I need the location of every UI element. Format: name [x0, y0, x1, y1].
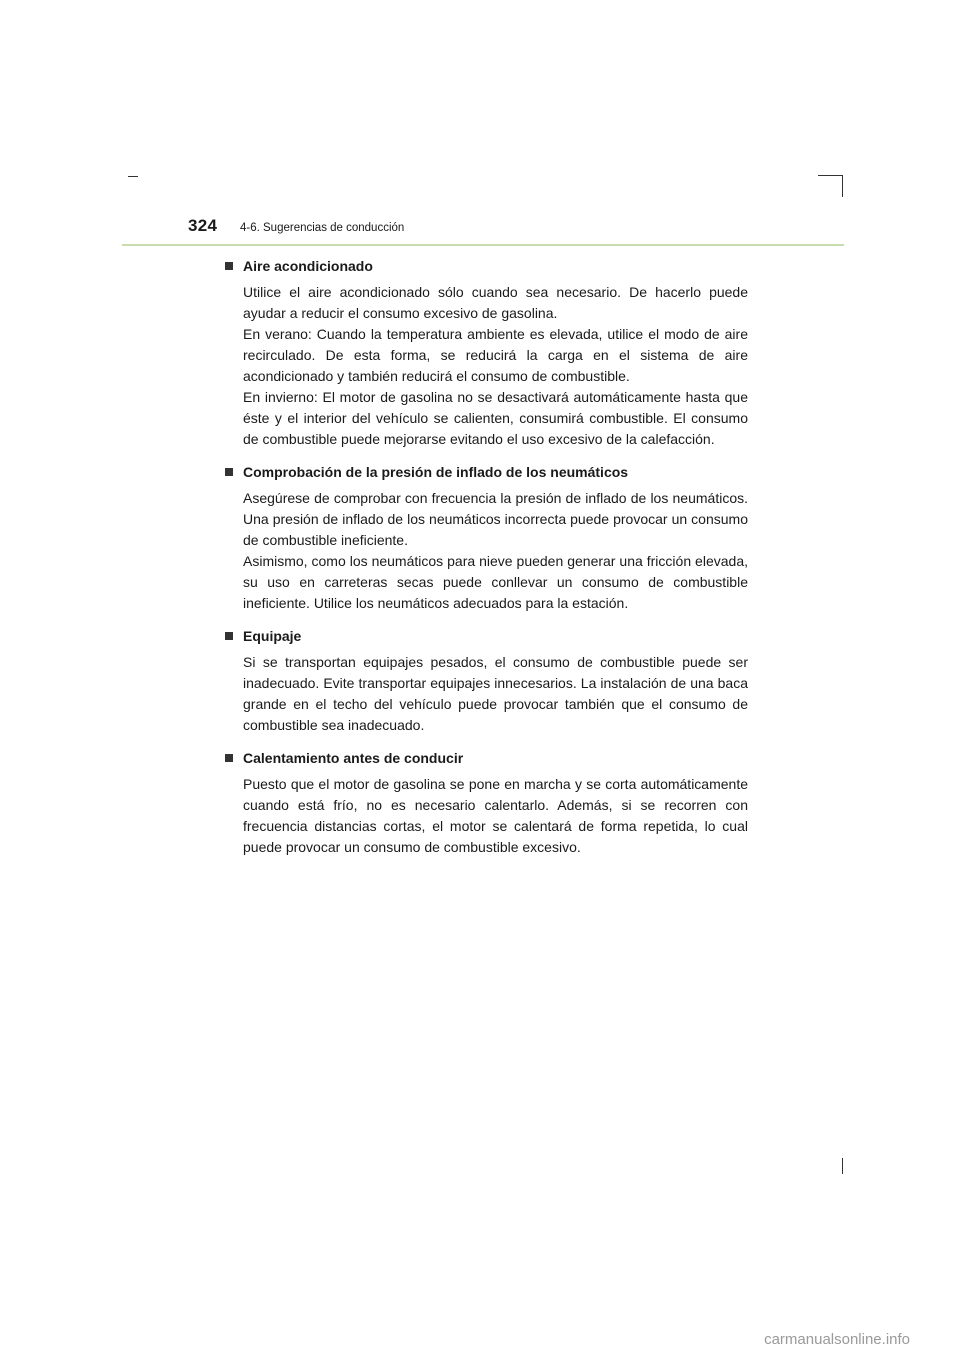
square-bullet-icon [225, 754, 233, 762]
crop-mark-top-right-h [818, 175, 842, 176]
page-header [188, 216, 844, 246]
section-title: Equipaje [243, 628, 302, 644]
header-rule [122, 244, 844, 246]
section-tire-pressure [225, 460, 748, 614]
square-bullet-icon [225, 632, 233, 640]
section-title: Calentamiento antes de conducir [243, 750, 464, 766]
crop-mark-top-left [128, 176, 138, 177]
crop-mark-top-right-v [842, 175, 843, 197]
paragraph: Si se transportan equipajes pesados, el consumo de combustible puede ser inadecuado. Evite transportar equipajes innecesarios. La instalación de una baca grande en el techo del vehículo puede provocar también que el consumo de combustible sea inadecuado. [243, 654, 748, 733]
paragraph: Asegúrese de comprobar con frecuencia la presión de inflado de los neumáticos. Una presión de inflado de los neumáticos incorrecta puede provocar un consumo de combustible ineficiente. [243, 490, 748, 548]
crop-mark-bottom-right [842, 1158, 843, 1174]
section-heading [225, 460, 748, 484]
paragraph: Puesto que el motor de gasolina se pone en marcha y se corta automáticamente cuando está frío, no es necesario calentarlo. Además, si se recorren con frecuencia distancias cortas, el motor se calentará de forma repetida, lo cual puede provocar un consumo de combustible excesivo. [243, 776, 748, 855]
main-content [225, 254, 748, 868]
section-air-conditioning [225, 254, 748, 450]
watermark-text: carmanualsonline.info [764, 1331, 910, 1348]
square-bullet-icon [225, 468, 233, 476]
paragraph: En invierno: El motor de gasolina no se desactivará automáticamente hasta que éste y el interior del vehículo se calienten, consumirá combustible. El consumo de combustible puede mejorarse evitando el uso excesivo de la calefacción. [243, 389, 748, 447]
section-title: Comprobación de la presión de inflado de los neumáticos [243, 464, 629, 480]
square-bullet-icon [225, 262, 233, 270]
chapter-title: 4-6. Sugerencias de conducción [240, 222, 405, 234]
section-luggage [225, 624, 748, 736]
paragraph: Asimismo, como los neumáticos para nieve pueden generar una fricción elevada, su uso en carreteras secas puede conllevar un consumo de combustible ineficiente. Utilice los neumáticos adecuados para la estación. [243, 553, 748, 611]
paragraph: Utilice el aire acondicionado sólo cuando sea necesario. De hacerlo puede ayudar a reducir el consumo excesivo de gasolina. [243, 284, 748, 321]
section-heading [225, 254, 748, 278]
page-number: 324 [188, 216, 218, 235]
paragraph: En verano: Cuando la temperatura ambiente es elevada, utilice el modo de aire recirculado. De esta forma, se reducirá la carga en el sistema de aire acondicionado y también reducirá el consumo de combustible. [243, 326, 748, 384]
section-heading [225, 624, 748, 648]
section-warm-up [225, 746, 748, 858]
section-title: Aire acondicionado [243, 258, 373, 274]
section-heading [225, 746, 748, 770]
